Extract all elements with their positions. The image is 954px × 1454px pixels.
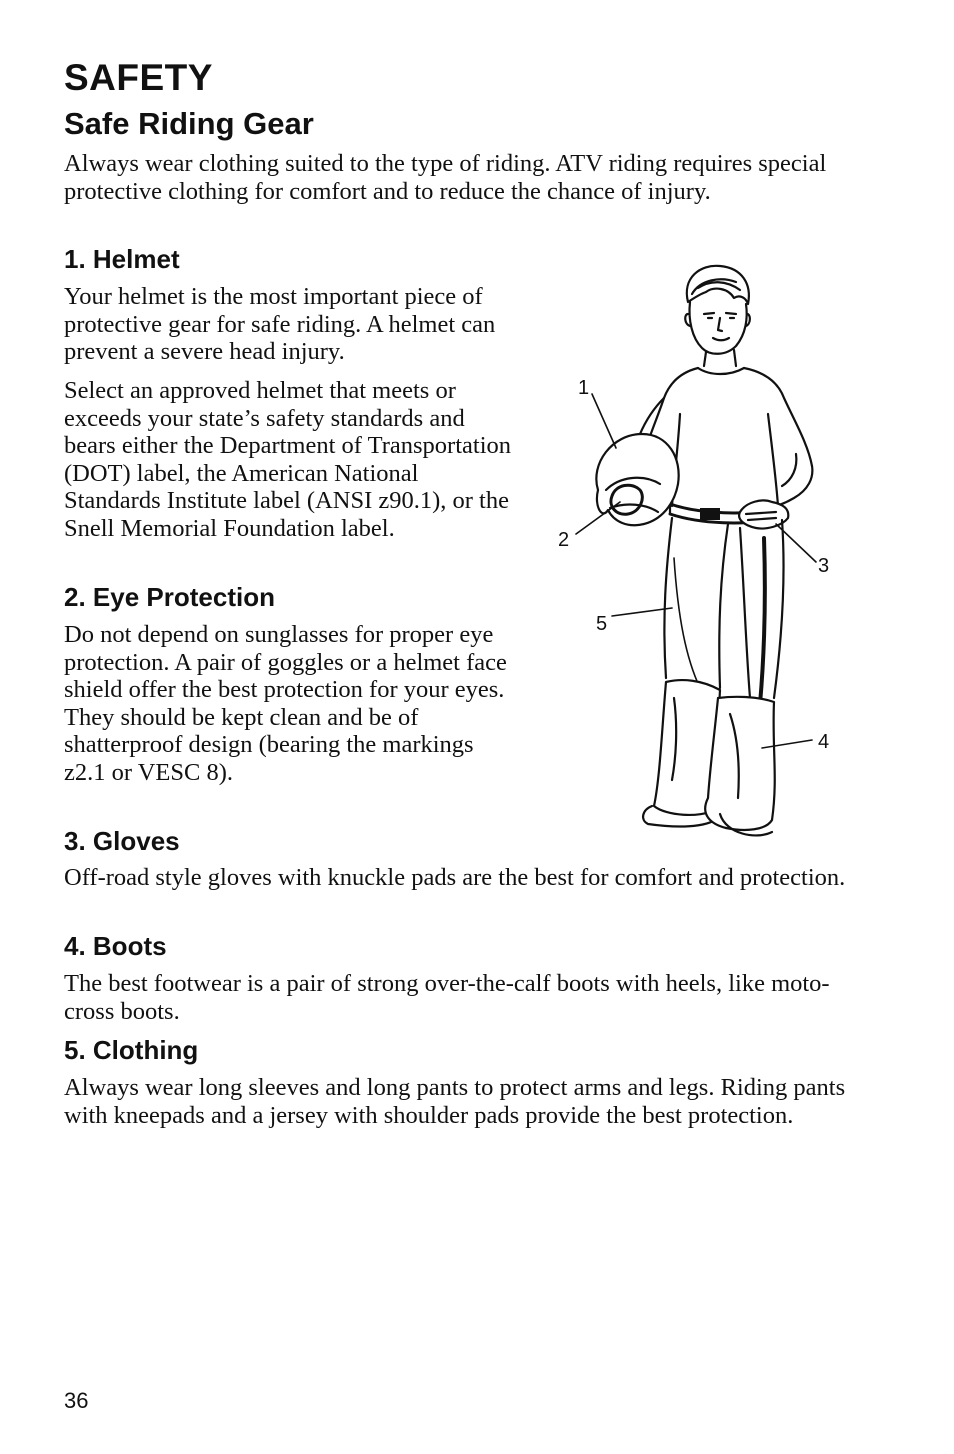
helmet-paragraph-1: Your helmet is the most important piece of protective gear for safe riding. A helmet can prevent a severe head injury. bbox=[64, 283, 496, 366]
callout-5-label: 5 bbox=[596, 613, 608, 635]
rider-figure-icon bbox=[550, 258, 860, 848]
section-title: SAFETY bbox=[64, 57, 213, 98]
clothing-heading: 5. Clothing bbox=[64, 1035, 199, 1065]
boots-heading: 4. Boots bbox=[64, 931, 167, 961]
helmet-heading: 1. Helmet bbox=[64, 244, 180, 274]
page-number: 36 bbox=[64, 1388, 89, 1413]
page-subtitle: Safe Riding Gear bbox=[64, 106, 314, 141]
gloves-heading: 3. Gloves bbox=[64, 826, 180, 856]
callout-2-label: 2 bbox=[558, 529, 570, 551]
intro-paragraph: Always wear clothing suited to the type of riding. ATV riding requires special protective clothing for comfort and to reduce the chance of injury. bbox=[64, 150, 827, 205]
eye-protection-paragraph: Do not depend on sunglasses for proper eye protection. A pair of goggles or a helmet face shield offer the best protection for your eyes. They should be kept clean and be of shatterproof design (bearing the markings z2.1 or VESC 8). bbox=[64, 621, 507, 786]
callout-3-label: 3 bbox=[818, 555, 830, 577]
boots-paragraph: The best footwear is a pair of strong over-the-calf boots with heels, like moto-cross boots. bbox=[64, 970, 830, 1025]
eye-protection-heading: 2. Eye Protection bbox=[64, 582, 275, 612]
rider-gear-illustration bbox=[550, 258, 860, 848]
clothing-paragraph: Always wear long sleeves and long pants to protect arms and legs. Riding pants with kneepads and a jersey with shoulder pads provide the best protection. bbox=[64, 1074, 846, 1129]
gloves-paragraph: Off-road style gloves with knuckle pads are the best for comfort and protection. bbox=[64, 864, 846, 891]
callout-4-label: 4 bbox=[818, 731, 830, 753]
helmet-paragraph-2: Select an approved helmet that meets or exceeds your state’s safety standards and bears either the Department of Transportation (DOT) label, the American National Standards Institute label (ANSI z90.1), or the Snell Memorial Foundation label. bbox=[64, 377, 512, 542]
callout-1-label: 1 bbox=[578, 377, 590, 399]
